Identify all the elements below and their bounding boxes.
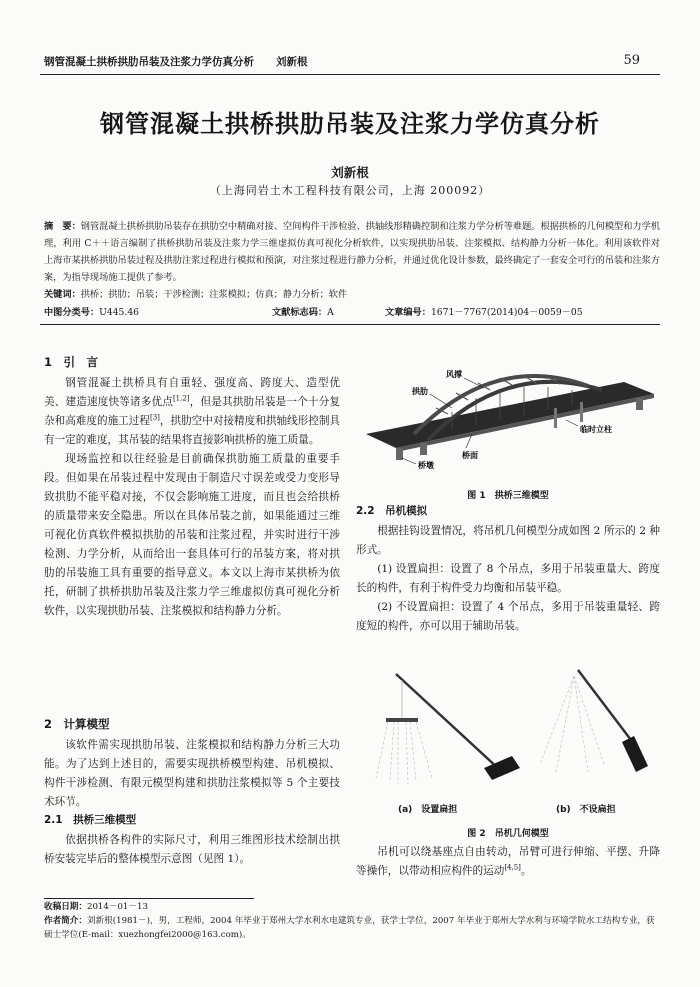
section-2-2-paragraph-3: (2) 不设置扁担：设置了 4 个吊点，多用于吊装重量轻、跨度短的构件，亦可以用于辅助吊装。 bbox=[356, 601, 660, 632]
label-pier: 桥墩 bbox=[418, 461, 434, 470]
crane-without-spreader-beam bbox=[540, 670, 648, 772]
figure-2-caption: 图 2 吊机几何模型 bbox=[467, 829, 549, 839]
section-2-2-continued bbox=[356, 843, 660, 881]
section-2-paragraph-1: 该软件需实现拱肋吊装、注浆模拟和结构静力分析三大功能。为了达到上述目的，需要实现拱桥模型构建、吊机模拟、构件干涉检测、有限元模型构建和拱肋注浆模拟等 5 个主要技术环节。 bbox=[44, 739, 340, 808]
paper-author: 刘新根 bbox=[331, 165, 369, 180]
section-2-2-paragraph-2: (1) 设置扁担：设置了 8 个吊点，多用于吊装重量大、跨度长的构件，有利于构件受力均衡和吊装平稳。 bbox=[356, 563, 660, 594]
keywords-label: 关键词： bbox=[44, 289, 81, 300]
label-temporary-column: 临时立柱 bbox=[580, 425, 612, 434]
running-author: 刘新根 bbox=[276, 56, 308, 68]
label-deck: 桥面 bbox=[462, 451, 478, 460]
section-2-2-heading: 2.2 吊机模拟 bbox=[356, 505, 428, 517]
section-2-heading: 2 计算模型 bbox=[44, 717, 110, 731]
section-1-body bbox=[44, 374, 340, 621]
figure-2b-label: (b) 不设扁担 bbox=[556, 805, 616, 815]
running-header bbox=[44, 54, 308, 69]
spreader-beam bbox=[386, 718, 418, 722]
document-code: 文献标志码：A bbox=[272, 307, 334, 318]
keywords bbox=[44, 286, 347, 300]
footnote bbox=[44, 900, 660, 942]
abstract-text: 钢管混凝土拱桥拱肋吊装存在拱肋空中精确对接、空间构件干涉检验、拱轴线形精确控制和注浆力学分析等难题。根据拱桥的几何模型和力学机理，利用 C＋＋语言编制了拱桥拱肋吊装及注浆力学三维虚拟仿真可视化分析软件，以实现拱肋吊装、注浆模拟、结构静力分析一体化。利用该软件对上海市某拱桥拱肋吊装过程及拱肋注浆过程进行模拟和预演，对注浆过程进行静力分析，并通过优化设计参数，最终确定了一套安全可行的吊装和注浆方案，为指导现场施工提供了参考。 bbox=[44, 221, 661, 283]
section-2-2-paragraph-1: 根据挂钩设置情况，将吊机几何模型分成如图 2 所示的 2 种形式。 bbox=[356, 525, 660, 556]
section-2-body bbox=[44, 736, 340, 812]
label-wind-brace: 风撑 bbox=[446, 370, 462, 379]
clc-number: 中图分类号：U445.46 bbox=[44, 307, 140, 318]
crane-with-spreader-beam bbox=[376, 674, 520, 784]
section-2-2-paragraph-4: 吊机可以绕基座点自由转动，吊臂可进行伸缩、平摆、升降等操作，以带动相应构件的运动[4,5]。 bbox=[356, 846, 660, 877]
crane-base-b bbox=[622, 736, 648, 772]
abstract-label: 摘 要： bbox=[44, 221, 81, 232]
section-2-2-body bbox=[356, 522, 660, 636]
page-number: 59 bbox=[623, 53, 640, 68]
header-rule bbox=[40, 74, 660, 75]
author-biography: 作者简介：刘新根(1981－)，男，工程师，2004 年毕业于郑州大学水利水电建筑专业，获学士学位，2007 年毕业于郑州大学水利与环境学院水工结构专业，获硕士学位(E-mail：xuezhongfei2000@163.com)。 bbox=[44, 916, 655, 940]
article-number: 文章编号：1671－7767(2014)04－0059－05 bbox=[385, 307, 583, 318]
section-1-heading: 1 引 言 bbox=[44, 355, 99, 369]
figure-2-crane-models bbox=[372, 668, 662, 796]
keywords-text: 拱桥；拱肋；吊装；干涉检测；注浆模拟；仿真；静力分析；软件 bbox=[80, 289, 348, 300]
abstract-rule bbox=[40, 324, 660, 325]
abstract bbox=[44, 218, 660, 286]
paper-title: 钢管混凝土拱桥拱肋吊装及注浆力学仿真分析 bbox=[100, 110, 600, 138]
section-1-paragraph-1: 钢管混凝土拱桥具有自重轻、强度高、跨度大、造型优美、建造速度快等诸多优点[1,2]，但是其拱肋吊装是一个十分复杂和高难度的施工过程[3]，拱肋空中对接精度和拱轴线形控制具有一定的难度，其吊装的结果将直接影响拱桥的施工质量。 bbox=[44, 377, 341, 446]
figure-2a-label: (a) 设置扁担 bbox=[398, 805, 458, 815]
section-2-1-heading: 2.1 拱桥三维模型 bbox=[44, 814, 137, 826]
received-date: 收稿日期：2014－01－13 bbox=[44, 902, 148, 912]
section-2-1-body bbox=[44, 831, 340, 869]
section-2-1-paragraph-1: 依据拱桥各构件的实际尺寸，利用三维图形技术绘制出拱桥安装完毕后的整体模型示意图（见图 1）。 bbox=[44, 834, 340, 865]
crane-boom-b bbox=[578, 670, 634, 744]
running-title: 钢管混凝土拱桥拱肋吊装及注浆力学仿真分析 bbox=[44, 56, 254, 68]
author-affiliation: （上海同岩土木工程科技有限公司，上海 200092） bbox=[209, 184, 491, 197]
bridge-deck bbox=[366, 382, 654, 448]
figure-1-caption: 图 1 拱桥三维模型 bbox=[467, 491, 549, 501]
footnote-rule bbox=[44, 898, 254, 899]
label-arch-rib: 拱肋 bbox=[412, 387, 428, 396]
section-1-paragraph-2: 现场监控和以往经验是目前确保拱肋施工质量的重要手段。但如果在吊装过程中发现由于制造尺寸误差或受力变形导致拱肋不能平稳对接，不仅会影响施工进度，而且也会给拱桥的质量带来安全隐患。所以在具体吊装之前，如果能通过三维可视化仿真软件模拟拱肋的吊装和注浆过程，并实时进行干涉检测、力学分析，从而给出一套具体可行的吊装方案，将对拱肋的吊装施工具有重要的指导意义。本文以上海市某拱桥为依托，研制了拱桥拱肋吊装及注浆力学三维虚拟仿真可视化分析软件，以实现拱肋吊装、注浆模拟和结构静力分析。 bbox=[44, 453, 340, 617]
figure-1-arch-bridge-model bbox=[356, 368, 660, 480]
